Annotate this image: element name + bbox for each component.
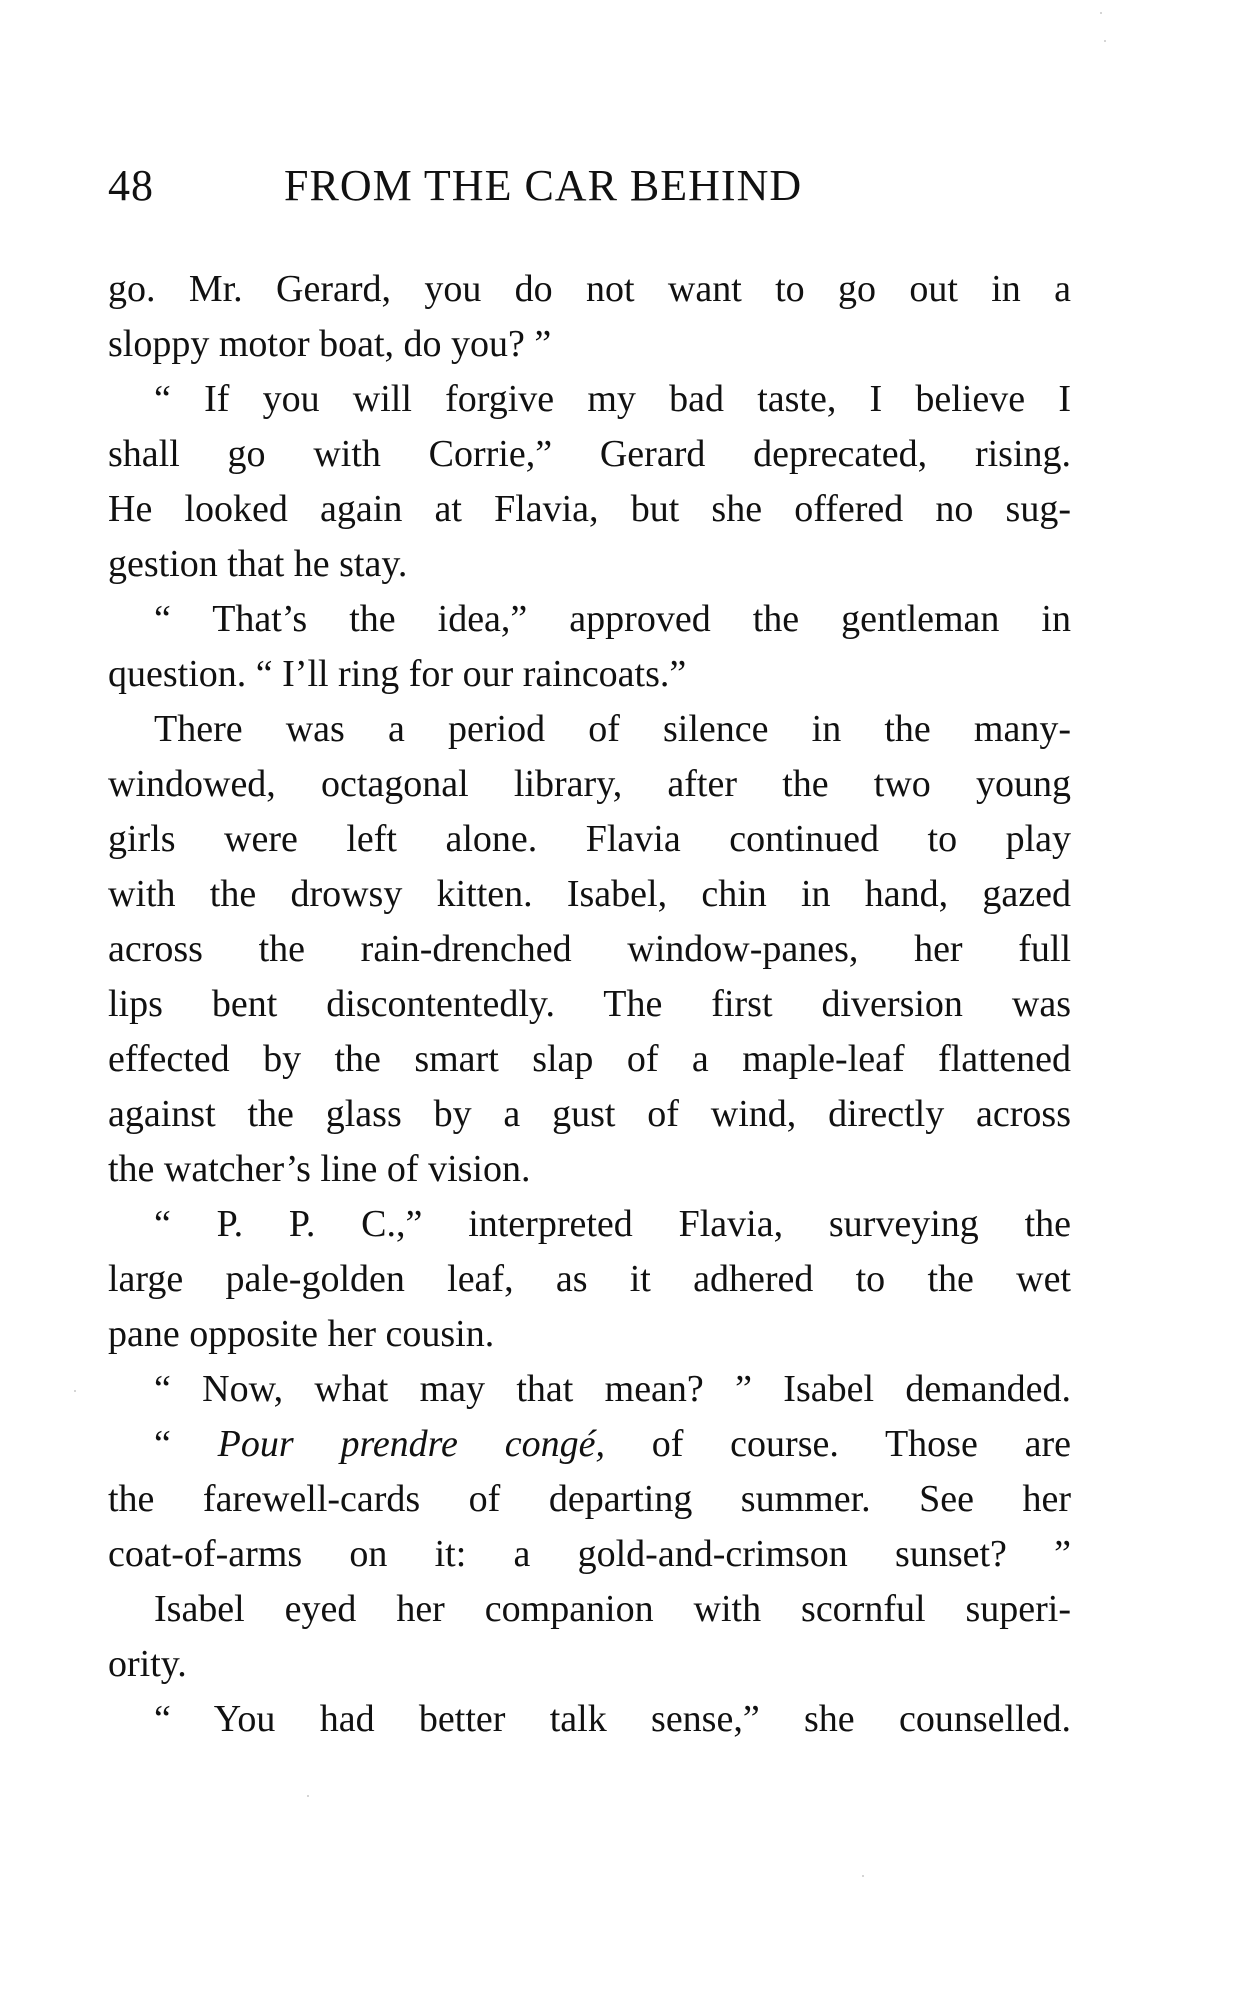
text-line: pane opposite her cousin. <box>108 1313 495 1355</box>
text-line: across the rain-drenched window-panes, her full <box>108 928 1071 970</box>
text-line: the watcher’s line of vision. <box>108 1148 531 1190</box>
text-line: the farewell-cards of departing summer. See her <box>108 1478 1071 1520</box>
text-line: against the glass by a gust of wind, directly across <box>108 1093 1071 1135</box>
text-line: Isabel eyed her companion with scornful superi- <box>154 1588 1071 1630</box>
text-line: “ Now, what may that mean? ” Isabel demanded. <box>154 1368 1071 1410</box>
text-line: girls were left alone. Flavia continued to play <box>108 818 1071 860</box>
body-text <box>108 262 1071 1747</box>
text-line: question. “ I’ll ring for our raincoats.” <box>108 653 687 695</box>
text-line: gestion that he stay. <box>108 543 408 585</box>
paper-speck <box>307 1795 309 1797</box>
open-quote: “ <box>154 1423 218 1465</box>
text-line: sloppy motor boat, do you? ” <box>108 323 552 365</box>
text-line: windowed, octagonal library, after the two young <box>108 763 1071 805</box>
text-line: lips bent discontentedly. The first diversion was <box>108 983 1071 1025</box>
text-line: There was a period of silence in the many- <box>154 708 1071 750</box>
italic-phrase: Pour prendre congé, <box>217 1423 605 1465</box>
paper-speck <box>1100 12 1102 14</box>
text-line: with the drowsy kitten. Isabel, chin in hand, gazed <box>108 873 1071 915</box>
paper-speck <box>74 1390 76 1392</box>
text-line: effected by the smart slap of a maple-leaf flattened <box>108 1038 1071 1080</box>
text-line: “ That’s the idea,” approved the gentleman in <box>154 598 1071 640</box>
paper-speck <box>1104 40 1106 42</box>
running-head <box>108 160 1078 220</box>
running-title: FROM THE CAR BEHIND <box>284 161 803 210</box>
text-line: “ You had better talk sense,” she counselled. <box>154 1698 1071 1740</box>
text-line: He looked again at Flavia, but she offered no sug- <box>108 488 1071 530</box>
text-line: “ P. P. C.,” interpreted Flavia, surveying the <box>154 1203 1071 1245</box>
page-number: 48 <box>108 161 154 210</box>
line-remainder: of course. Those are <box>604 1423 1071 1465</box>
text-line: “ If you will forgive my bad taste, I believe I <box>154 378 1071 420</box>
text-line: shall go with Corrie,” Gerard deprecated, rising. <box>108 433 1071 475</box>
text-line: large pale-golden leaf, as it adhered to the wet <box>108 1258 1071 1300</box>
text-line-mixed <box>108 1417 1071 1472</box>
text-line: coat-of-arms on it: a gold-and-crimson sunset? ” <box>108 1533 1071 1575</box>
text-line: ority. <box>108 1643 187 1685</box>
paper-speck <box>862 1875 864 1877</box>
text-line: go. Mr. Gerard, you do not want to go out in a <box>108 268 1071 310</box>
